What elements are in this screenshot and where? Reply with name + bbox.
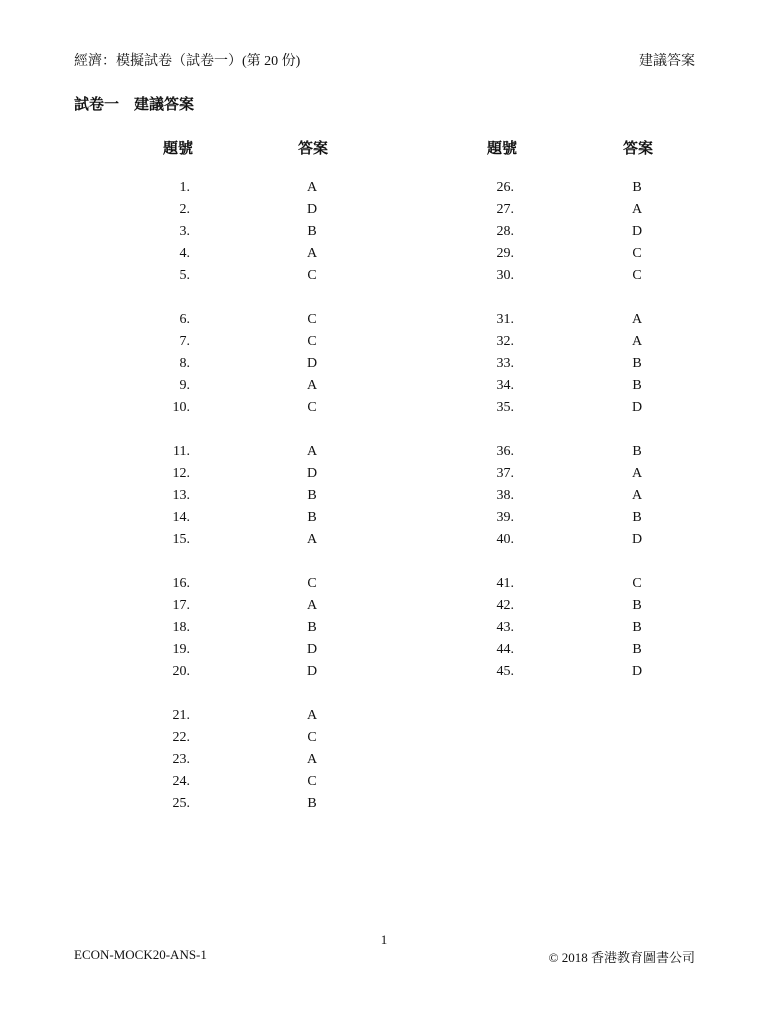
- question-number: 44.: [496, 642, 514, 657]
- question-number: 28.: [496, 224, 514, 239]
- answer-letter: C: [307, 576, 317, 591]
- answer-letter: D: [306, 356, 318, 371]
- answer-letter: D: [306, 642, 318, 657]
- answer-letter: A: [306, 378, 318, 393]
- answer-letter: A: [306, 246, 318, 261]
- answer-letter: B: [307, 510, 317, 525]
- right-question-header: 題號: [486, 141, 517, 157]
- question-number: 31.: [496, 312, 514, 327]
- answer-letter: D: [306, 664, 318, 679]
- question-number: 38.: [496, 488, 514, 503]
- answer-letter: B: [632, 642, 642, 657]
- question-number: 33.: [496, 356, 514, 371]
- question-number: 21.: [172, 708, 190, 723]
- question-number: 24.: [172, 774, 190, 789]
- answer-letter: A: [631, 466, 643, 481]
- question-number: 20.: [172, 664, 190, 679]
- question-number: 18.: [172, 620, 190, 635]
- answer-letter: A: [306, 752, 318, 767]
- answer-letter: C: [307, 400, 317, 415]
- question-number: 32.: [496, 334, 514, 349]
- answer-letter: C: [307, 730, 317, 745]
- left-answer-header: 答案: [297, 141, 328, 157]
- question-number: 12.: [172, 466, 190, 481]
- answer-letter: B: [307, 488, 317, 503]
- question-number: 2.: [179, 202, 190, 217]
- question-number: 43.: [496, 620, 514, 635]
- answer-letter: A: [631, 488, 643, 503]
- answer-letter: A: [631, 334, 643, 349]
- answer-letter: A: [306, 444, 318, 459]
- question-number: 22.: [172, 730, 190, 745]
- page-header-right: 建議答案: [639, 54, 695, 69]
- copyright: © 2018 香港教育圖書公司: [548, 950, 695, 965]
- answer-letter: D: [631, 400, 643, 415]
- answer-letter: B: [632, 620, 642, 635]
- question-number: 26.: [496, 180, 514, 195]
- question-number: 19.: [172, 642, 190, 657]
- page-number: 1: [380, 932, 388, 947]
- answer-letter: D: [631, 224, 643, 239]
- question-number: 37.: [496, 466, 514, 481]
- answer-letter: C: [632, 246, 642, 261]
- answer-letter: D: [631, 532, 643, 547]
- answer-letter: C: [307, 312, 317, 327]
- answer-letter: B: [632, 180, 642, 195]
- question-number: 42.: [496, 598, 514, 613]
- answer-letter: B: [307, 796, 317, 811]
- answer-letter: C: [632, 268, 642, 283]
- question-number: 39.: [496, 510, 514, 525]
- page-header-left: 經濟：模擬試卷（試卷一）(第 20 份): [74, 54, 301, 69]
- question-number: 10.: [172, 400, 190, 415]
- answer-letter: B: [307, 224, 317, 239]
- question-number: 1.: [179, 180, 190, 195]
- section-title: 試卷一 建議答案: [74, 97, 195, 113]
- question-number: 9.: [179, 378, 190, 393]
- question-number: 14.: [172, 510, 190, 525]
- document-code: ECON-MOCK20-ANS-1: [74, 947, 207, 962]
- answer-letter: D: [306, 466, 318, 481]
- question-number: 5.: [179, 268, 190, 283]
- question-number: 36.: [496, 444, 514, 459]
- question-number: 15.: [172, 532, 190, 547]
- right-answer-header: 答案: [622, 141, 653, 157]
- question-number: 6.: [179, 312, 190, 327]
- answer-letter: B: [632, 356, 642, 371]
- answer-letter: C: [307, 268, 317, 283]
- answer-letter: A: [306, 532, 318, 547]
- answer-letter: B: [632, 510, 642, 525]
- question-number: 13.: [172, 488, 190, 503]
- answer-letter: C: [307, 334, 317, 349]
- question-number: 25.: [172, 796, 190, 811]
- question-number: 23.: [172, 752, 190, 767]
- question-number: 45.: [496, 664, 514, 679]
- left-question-header: 題號: [162, 141, 193, 157]
- question-number: 40.: [496, 532, 514, 547]
- question-number: 29.: [496, 246, 514, 261]
- question-number: 3.: [179, 224, 190, 239]
- answer-letter: B: [307, 620, 317, 635]
- answer-letter: B: [632, 598, 642, 613]
- answer-letter: B: [632, 378, 642, 393]
- answer-letter: A: [631, 202, 643, 217]
- question-number: 35.: [496, 400, 514, 415]
- question-number: 17.: [172, 598, 190, 613]
- answer-letter: C: [307, 774, 317, 789]
- question-number: 8.: [179, 356, 190, 371]
- answer-letter: A: [631, 312, 643, 327]
- question-number: 7.: [179, 334, 190, 349]
- question-number: 4.: [179, 246, 190, 261]
- answer-letter: A: [306, 180, 318, 195]
- question-number: 11.: [173, 444, 190, 459]
- answer-letter: B: [632, 444, 642, 459]
- question-number: 34.: [496, 378, 514, 393]
- answer-letter: A: [306, 708, 318, 723]
- question-number: 16.: [172, 576, 190, 591]
- answer-letter: D: [631, 664, 643, 679]
- question-number: 41.: [496, 576, 514, 591]
- answer-letter: A: [306, 598, 318, 613]
- answer-letter: D: [306, 202, 318, 217]
- answer-letter: C: [632, 576, 642, 591]
- question-number: 30.: [496, 268, 514, 283]
- question-number: 27.: [496, 202, 514, 217]
